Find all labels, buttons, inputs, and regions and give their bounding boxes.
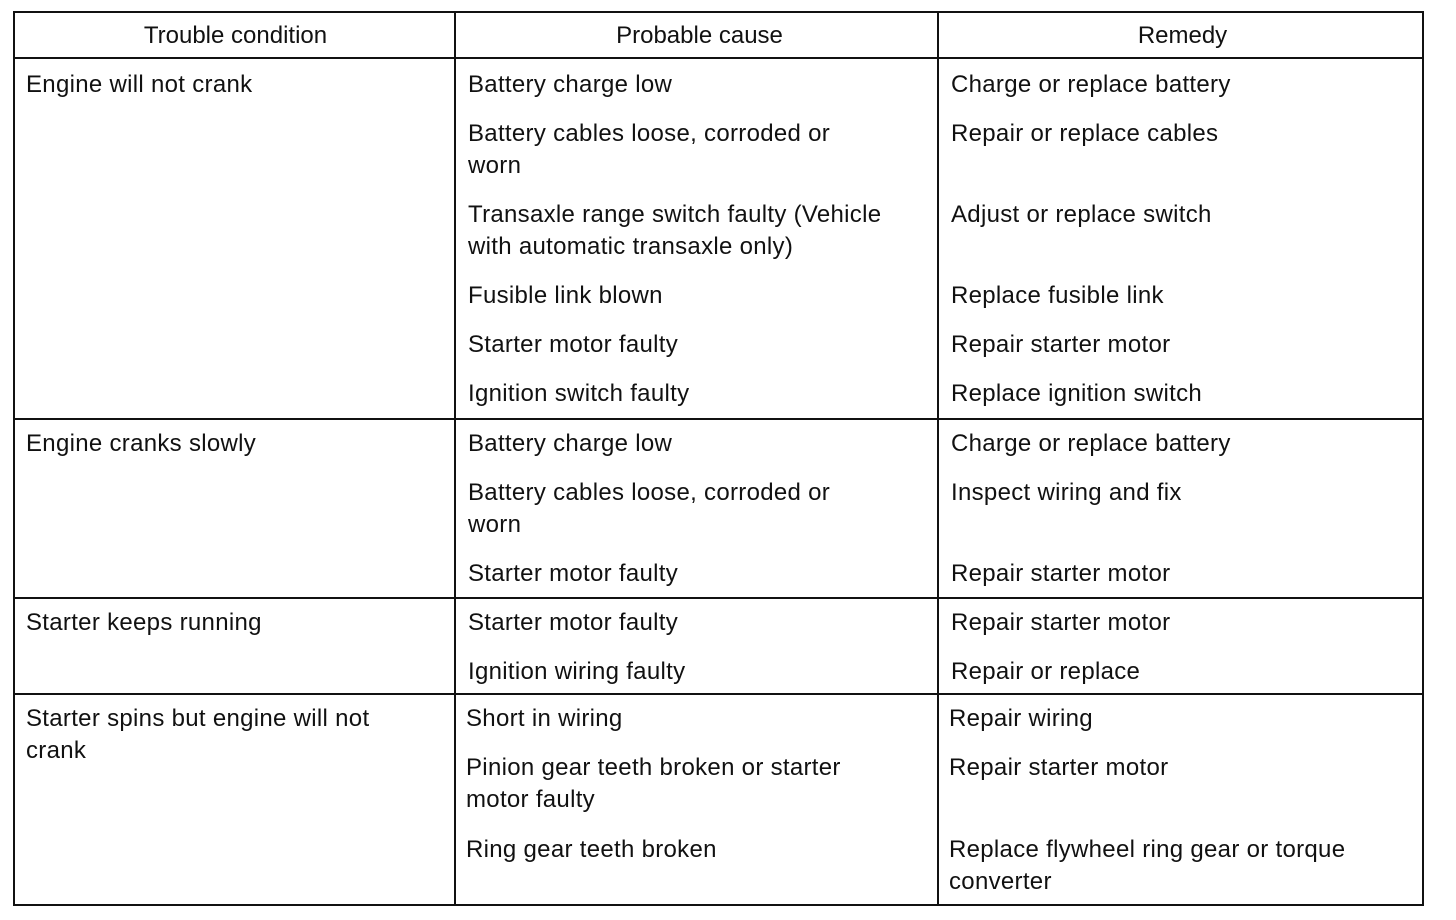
remedy-cell: Repair wiring [949, 705, 1093, 732]
probable-cause-cell: Battery charge low [468, 71, 673, 98]
remedy-cell: Repair starter motor [951, 560, 1171, 587]
table-row-group [15, 418, 1422, 599]
probable-cause-cell: Battery cables loose, corroded or worn [468, 479, 831, 538]
probable-cause-cell: Ignition wiring faulty [468, 658, 686, 685]
remedy-cell: Repair starter motor [949, 754, 1169, 781]
trouble-condition-cell: Engine will not crank [26, 71, 253, 98]
probable-cause-cell: Short in wiring [466, 705, 623, 732]
probable-cause-cell: Starter motor faulty [468, 331, 679, 358]
probable-cause-cell: Starter motor faulty [468, 560, 679, 587]
header-remedy: Remedy [1137, 22, 1228, 49]
remedy-cell: Inspect wiring and fix [951, 479, 1182, 506]
probable-cause-cell: Ignition switch faulty [468, 380, 690, 407]
header-trouble-condition: Trouble condition [143, 22, 328, 49]
trouble-condition-cell: Engine cranks slowly [26, 430, 257, 457]
remedy-cell: Replace fusible link [951, 282, 1164, 309]
remedy-cell: Repair or replace [951, 658, 1141, 685]
probable-cause-cell: Starter motor faulty [468, 609, 679, 636]
remedy-cell: Repair starter motor [951, 609, 1171, 636]
remedy-cell: Replace flywheel ring gear or torque converter [949, 836, 1346, 895]
table-header-row [15, 13, 1422, 59]
remedy-cell: Repair starter motor [951, 331, 1171, 358]
remedy-cell: Adjust or replace switch [951, 201, 1212, 228]
probable-cause-cell: Ring gear teeth broken [466, 836, 717, 863]
probable-cause-cell: Fusible link blown [468, 282, 663, 309]
probable-cause-cell: Pinion gear teeth broken or starter motor faulty [466, 754, 841, 813]
table-row-group [15, 59, 1422, 420]
remedy-cell: Charge or replace battery [951, 430, 1231, 457]
table-row-group [15, 693, 1422, 904]
probable-cause-cell: Battery charge low [468, 430, 673, 457]
remedy-cell: Charge or replace battery [951, 71, 1231, 98]
probable-cause-cell: Transaxle range switch faulty (Vehicle with automatic transaxle only) [468, 201, 882, 260]
troubleshooting-table [13, 11, 1424, 906]
table-row-group [15, 597, 1422, 695]
trouble-condition-cell: Starter spins but engine will not crank [26, 705, 370, 764]
remedy-cell: Repair or replace cables [951, 120, 1219, 147]
trouble-condition-cell: Starter keeps running [26, 609, 262, 636]
remedy-cell: Replace ignition switch [951, 380, 1203, 407]
header-probable-cause: Probable cause [616, 22, 783, 49]
probable-cause-cell: Battery cables loose, corroded or worn [468, 120, 831, 179]
